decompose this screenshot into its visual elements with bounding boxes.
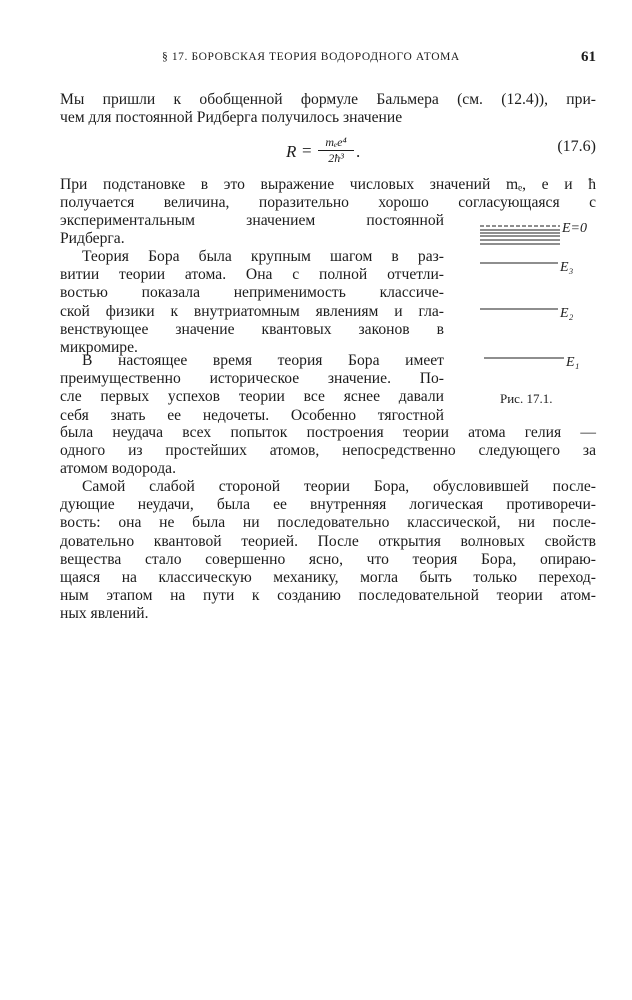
text-line: довательно квантовой теорией. После открытия волновых свойств [60, 532, 596, 550]
formula-equals: = [302, 141, 312, 160]
text-line: ской физики к внутриатомным явлениям и гла- [60, 302, 444, 320]
equation-number: (17.6) [557, 138, 596, 155]
paragraph-1 [60, 91, 596, 127]
text-line: вость: она не была ни последовательно классической, ни после- [60, 514, 596, 532]
text-line: дующие неудачи, была ее внутренняя логическая противоречи- [60, 496, 596, 514]
text-line: венствующее значение квантовых законов в [60, 320, 444, 338]
text-line: При подстановке в это выражение числовых значений mₑ, e и ħ [60, 176, 596, 193]
paragraph-2 [60, 176, 596, 212]
text-line: Самой слабой стороной теории Бора, обусловившей после- [82, 478, 596, 495]
paragraph-5 [60, 478, 596, 624]
paragraph-2-cont [60, 212, 444, 248]
running-header [60, 51, 600, 69]
energy-level-figure [470, 215, 610, 415]
figure-caption: Рис. 17.1. [500, 391, 553, 406]
formula-lhs: R [286, 142, 297, 161]
text-line: В настоящее время теория Бора имеет [82, 352, 444, 369]
paragraph-4-cont [60, 424, 596, 479]
text-line: преимущественно историческое значение. По- [60, 370, 444, 388]
level-label-e2: E₂ [560, 306, 574, 321]
text-line: микромире. [60, 339, 138, 357]
text-line: Ридберга. [60, 230, 125, 248]
text-line: чем для постоянной Ридберга получилось значение [60, 109, 403, 127]
paragraph-3 [60, 248, 444, 357]
level-label-e1: E₁ [566, 355, 580, 370]
formula-denominator: 2ħ³ [328, 151, 344, 165]
text-line: щаяся на классическую механику, могла быть только переход- [60, 569, 596, 587]
page-number: 61 [581, 49, 596, 65]
level-label-e3: E₃ [560, 260, 574, 275]
level-label-zero: E=0 [562, 221, 587, 236]
text-line: одного из простейших атомов, непосредственно следующего за [60, 442, 596, 460]
text-line: себя знать ее недочеты. Особенно тягостной [60, 406, 444, 424]
formula-numerator: mₑe⁴ [325, 135, 347, 149]
text-line: экспериментальным значением постоянной [60, 212, 444, 229]
text-line: Мы пришли к обобщенной формуле Бальмера (см. (12.4)), при- [60, 91, 596, 108]
text-line: ным этапом на пути к созданию последовательной теории атом- [60, 587, 596, 605]
text-line: ных явлений. [60, 605, 149, 623]
text-line: Теория Бора была крупным шагом в раз- [82, 248, 444, 265]
energy-level-diagram [470, 215, 610, 385]
text-line: атомом водорода. [60, 460, 176, 478]
text-line: получается величина, поразительно хорошо согласующаяся с [60, 194, 596, 212]
paragraph-4 [60, 352, 444, 425]
text-line: вещества стало совершенно ясно, что теория Бора, опираю- [60, 550, 596, 568]
text-line: востью показала неприменимость классиче- [60, 284, 444, 302]
text-line: была неудача всех попыток построения теории атома гелия — [60, 424, 596, 441]
formula-fraction [318, 136, 354, 165]
text-line: сле первых успехов теории все яснее давали [60, 388, 444, 406]
text-line: витии теории атома. Она с полной отчетли- [60, 266, 444, 284]
formula-end: . [356, 142, 361, 161]
header-title: § 17. БОРОВСКАЯ ТЕОРИЯ ВОДОРОДНОГО АТОМА [162, 51, 460, 63]
